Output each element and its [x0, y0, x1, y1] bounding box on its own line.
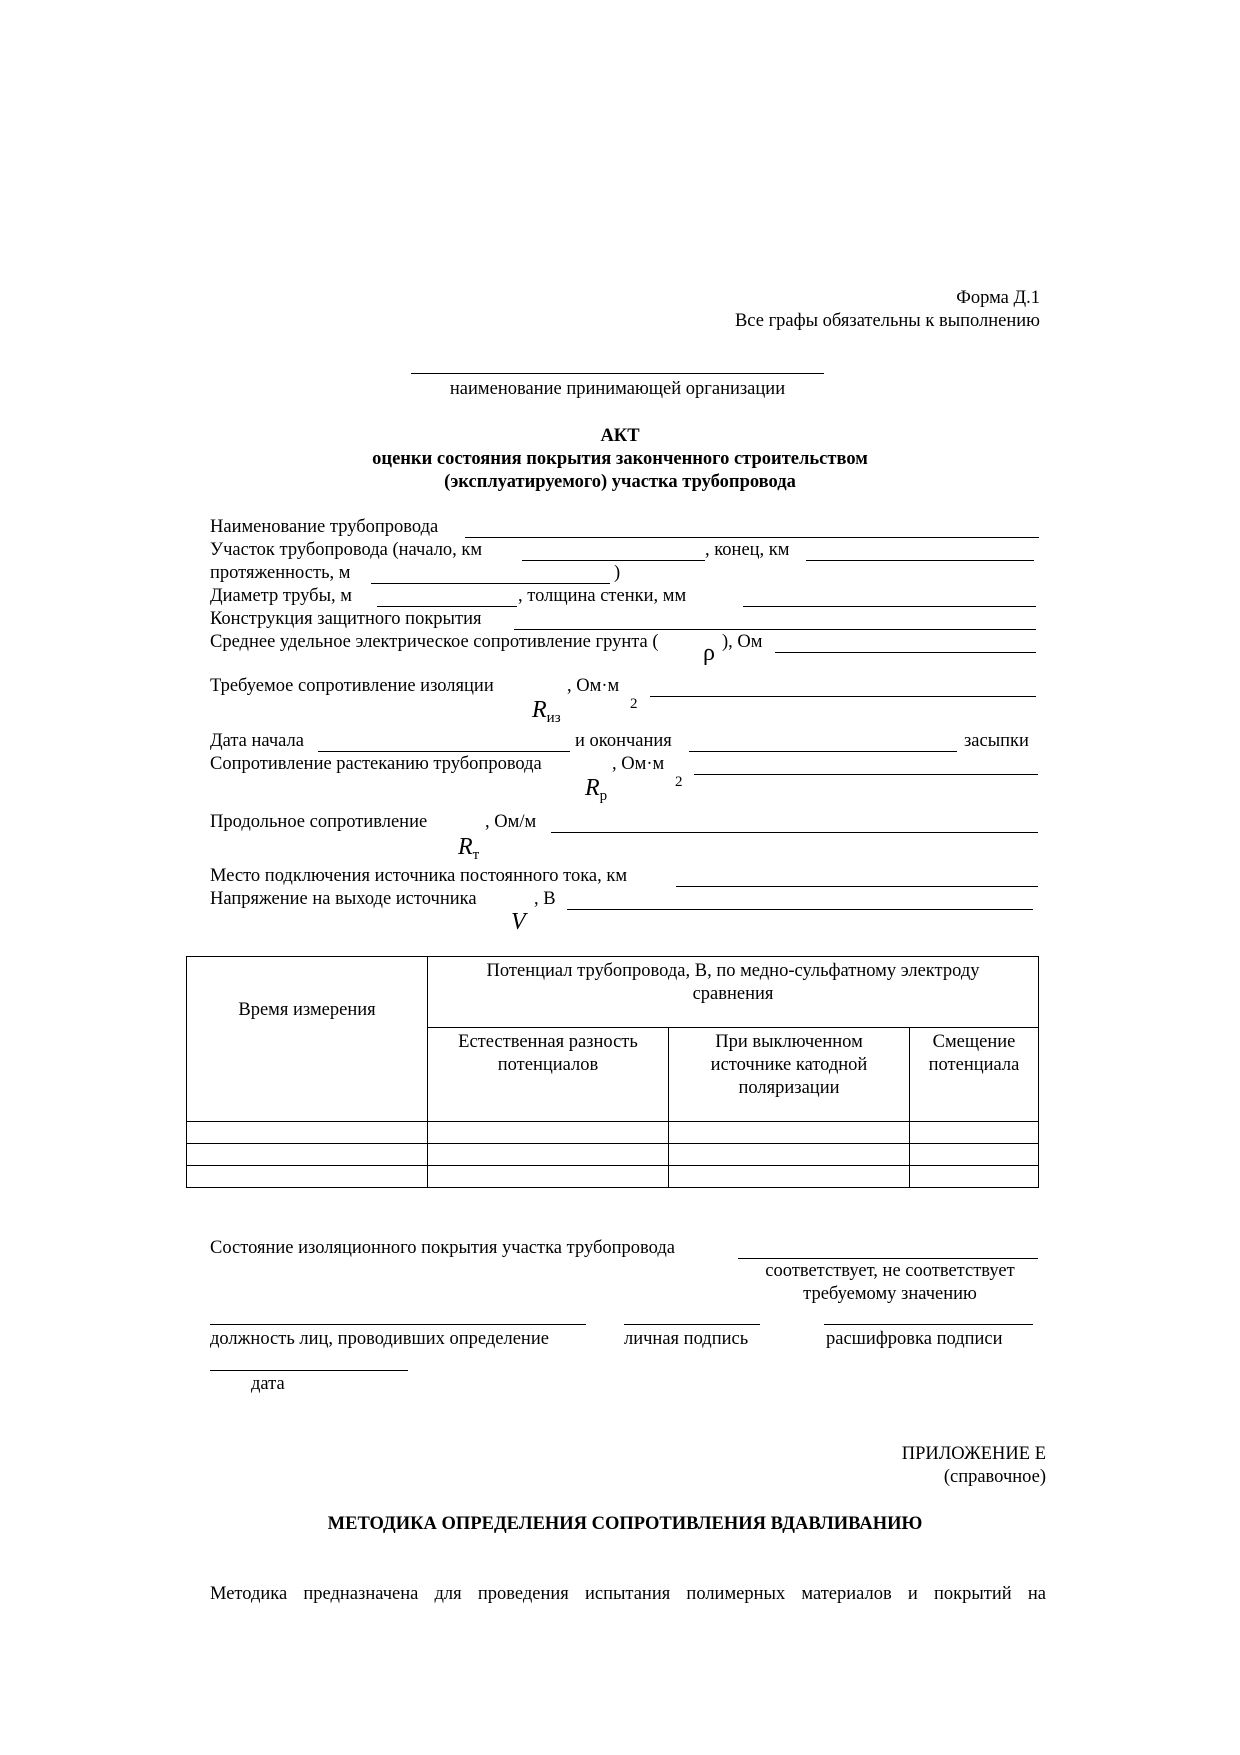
r-iz-symbol: $R_{из}$: [532, 697, 561, 726]
dc-source-location-label: Место подключения источника постоянного тока, км: [210, 866, 628, 886]
coating-state-field[interactable]: [738, 1258, 1038, 1259]
table-row: [187, 1166, 1039, 1188]
spreading-resistance-field[interactable]: [694, 774, 1038, 775]
section-start-label: Участок трубопровода (начало, км: [210, 540, 483, 560]
r-t-symbol: $R_т$: [458, 834, 480, 863]
spreading-unit: , Ом·м: [612, 754, 665, 774]
receiving-org-line[interactable]: [411, 373, 824, 374]
table-cell[interactable]: [669, 1144, 910, 1166]
act-title: АКТ: [600, 426, 640, 446]
conclusion-options-1: соответствует, не соответствует: [765, 1261, 1015, 1281]
table-cell[interactable]: [428, 1144, 669, 1166]
source-voltage-label: Напряжение на выходе источника: [210, 889, 477, 909]
source-voltage-field[interactable]: [567, 909, 1033, 910]
table-cell[interactable]: [910, 1166, 1039, 1188]
diameter-field[interactable]: [377, 606, 517, 607]
table-cell[interactable]: [669, 1122, 910, 1144]
table-cell[interactable]: [669, 1166, 910, 1188]
dc-source-location-field[interactable]: [676, 886, 1038, 887]
longitudinal-label: Продольное сопротивление: [210, 812, 428, 832]
pipeline-name-label: Наименование трубопровода: [210, 517, 439, 537]
potential-table: [186, 956, 1039, 1188]
spreading-unit-power: 2: [675, 774, 683, 790]
soil-resistivity-field[interactable]: [775, 652, 1036, 653]
backfill-start-field[interactable]: [318, 751, 570, 752]
header-measurement-time: Время измерения: [187, 957, 428, 1122]
conclusion-options-2: требуемому значению: [803, 1284, 977, 1304]
table-cell[interactable]: [428, 1122, 669, 1144]
table-cell[interactable]: [910, 1144, 1039, 1166]
table-row: [187, 1144, 1039, 1166]
wall-thickness-field[interactable]: [743, 606, 1036, 607]
transcript-caption: расшифровка подписи: [826, 1329, 1003, 1349]
backfill-end-field[interactable]: [689, 751, 957, 752]
wall-thickness-label: , толщина стенки, мм: [518, 586, 687, 606]
insulation-unit-power: 2: [630, 696, 638, 712]
header-source-off: При выключенном источнике катодной поляризации: [669, 1028, 910, 1122]
appendix-note: (справочное): [943, 1467, 1046, 1487]
section-end-label: , конец, км: [705, 540, 790, 560]
header-natural-difference: Естественная разность потенциалов: [428, 1028, 669, 1122]
length-label: протяженность, м: [210, 563, 351, 583]
table-cell[interactable]: [428, 1166, 669, 1188]
act-subtitle-2: (эксплуатируемого) участка трубопровода: [444, 472, 796, 492]
table-cell[interactable]: [187, 1166, 428, 1188]
appendix-heading: МЕТОДИКА ОПРЕДЕЛЕНИЯ СОПРОТИВЛЕНИЯ ВДАВЛИВАНИЮ: [327, 1514, 923, 1534]
r-p-symbol: $R_р$: [585, 775, 608, 804]
source-voltage-unit: , В: [534, 889, 556, 909]
longitudinal-field[interactable]: [551, 832, 1038, 833]
table-cell[interactable]: [910, 1122, 1039, 1144]
length-field[interactable]: [371, 583, 610, 584]
section-end-field[interactable]: [806, 560, 1034, 561]
insulation-required-label: Требуемое сопротивление изоляции: [210, 676, 494, 696]
position-field[interactable]: [210, 1324, 586, 1325]
soil-resistivity-unit: ), Ом: [722, 632, 763, 652]
all-fields-required-note: Все графы обязательны к выполнению: [734, 311, 1040, 331]
appendix-body: Методика предназначена для проведения испытания полимерных материалов и покрытий на: [210, 1584, 1046, 1604]
act-subtitle-1: оценки состояния покрытия законченного строительством: [372, 449, 868, 469]
backfill-start-label: Дата начала: [210, 731, 304, 751]
position-caption: должность лиц, проводивших определение: [210, 1329, 549, 1349]
length-close-paren: ): [614, 563, 621, 583]
transcript-field[interactable]: [824, 1324, 1033, 1325]
section-start-field[interactable]: [522, 560, 705, 561]
coating-state-label: Состояние изоляционного покрытия участка трубопровода: [210, 1238, 675, 1258]
insulation-required-field[interactable]: [650, 696, 1036, 697]
longitudinal-unit: , Ом/м: [485, 812, 537, 832]
diameter-label: Диаметр трубы, м: [210, 586, 352, 606]
table-row: [187, 1122, 1039, 1144]
receiving-org-caption: наименование принимающей организации: [449, 379, 786, 399]
signature-field[interactable]: [624, 1324, 760, 1325]
signature-caption: личная подпись: [624, 1329, 749, 1349]
header-potential-group: Потенциал трубопровода, В, по медно-сульфатному электроду сравнения: [428, 957, 1039, 1028]
backfill-end-label: и окончания: [575, 731, 672, 751]
date-caption: дата: [251, 1374, 285, 1394]
header-potential-shift: Смещение потенциала: [910, 1028, 1039, 1122]
rho-symbol: ρ: [703, 640, 715, 666]
coating-field[interactable]: [514, 629, 1036, 630]
spreading-resistance-label: Сопротивление растеканию трубопровода: [210, 754, 542, 774]
insulation-unit: , Ом·м: [567, 676, 620, 696]
coating-label: Конструкция защитного покрытия: [210, 609, 482, 629]
table-cell[interactable]: [187, 1144, 428, 1166]
backfill-word: засыпки: [964, 731, 1029, 751]
date-field[interactable]: [210, 1370, 408, 1371]
pipeline-name-field[interactable]: [465, 537, 1039, 538]
form-number: Форма Д.1: [956, 288, 1040, 308]
v-symbol: V: [511, 909, 526, 935]
soil-resistivity-label: Среднее удельное электрическое сопротивление грунта (: [210, 632, 659, 652]
table-cell[interactable]: [187, 1122, 428, 1144]
appendix-label: ПРИЛОЖЕНИЕ Е: [901, 1444, 1046, 1464]
